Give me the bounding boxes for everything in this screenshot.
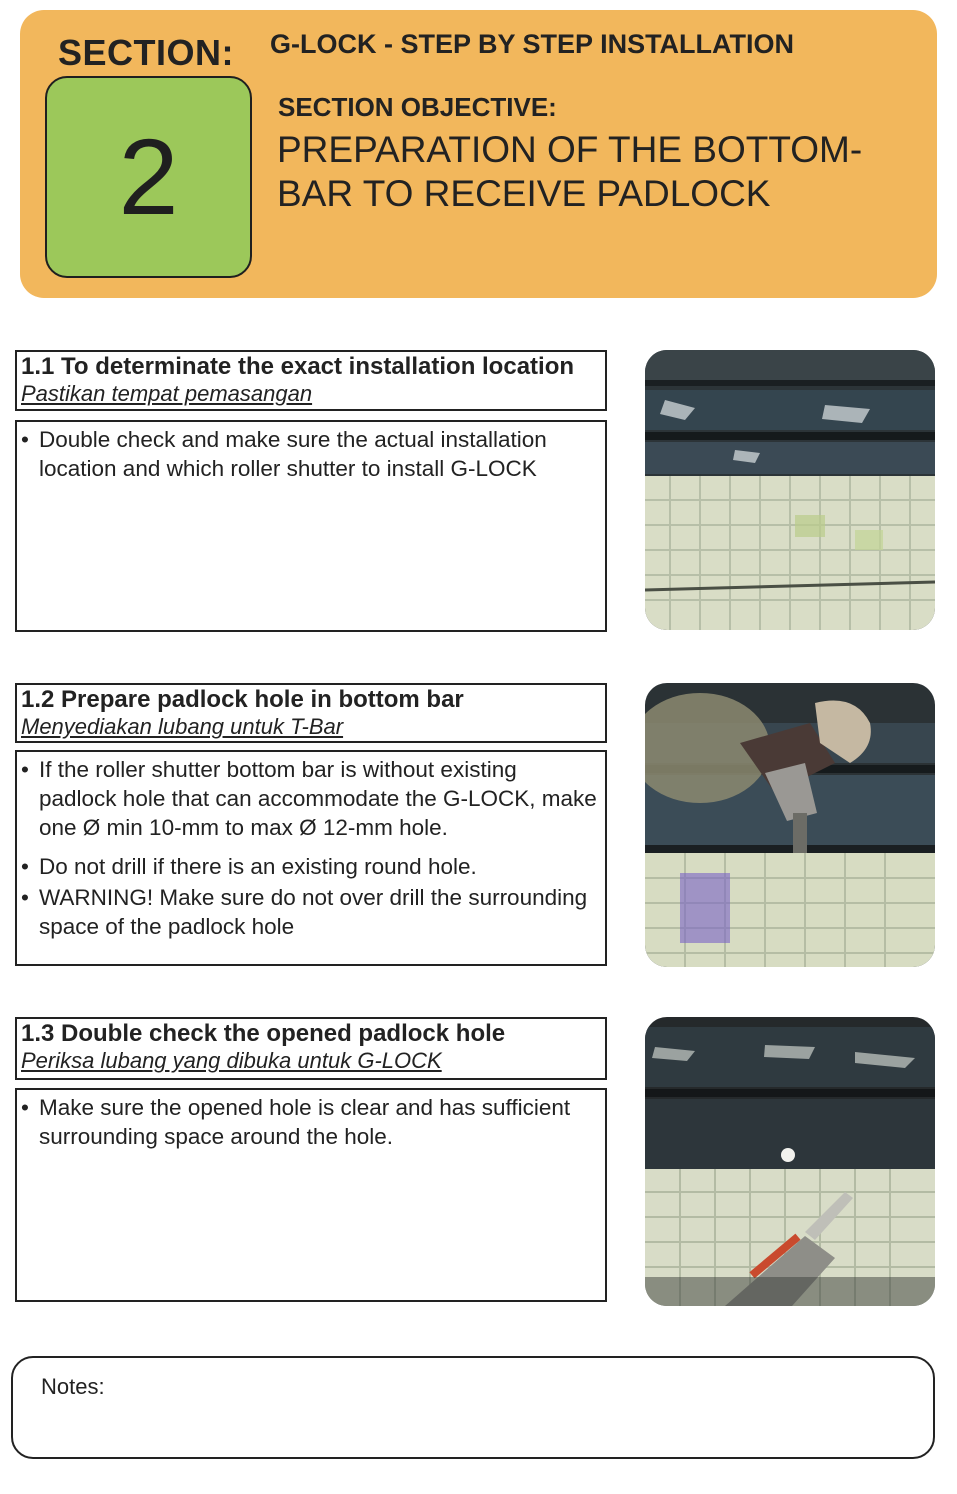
step-title: 1.3 Double check the opened padlock hole xyxy=(21,1020,506,1047)
step-heading xyxy=(15,683,607,743)
bullet-marker: • xyxy=(21,1095,29,1120)
step-subtitle: Pastikan tempat pemasangan xyxy=(21,381,313,406)
step-description xyxy=(15,420,607,632)
section-number: 2 xyxy=(118,116,179,237)
bullet-marker: • xyxy=(21,757,29,782)
step-title: 1.2 Prepare padlock hole in bottom bar xyxy=(21,686,464,713)
bullet-marker: • xyxy=(21,854,29,879)
step-subtitle: Periksa lubang yang dibuka untuk G-LOCK xyxy=(21,1048,442,1073)
photo-opened-hole-icon xyxy=(645,1017,935,1306)
section-label: SECTION: xyxy=(58,32,235,73)
bullet-item xyxy=(21,755,597,842)
bullet-item xyxy=(21,1093,597,1151)
bullet-text: If the roller shutter bottom bar is without existing padlock hole that can accommodate the G-LOCK, make one Ø min 10-mm to max Ø 12-mm hole. xyxy=(39,757,597,840)
bullet-marker: • xyxy=(21,427,29,452)
step-heading xyxy=(15,1017,607,1080)
section-header xyxy=(20,10,937,298)
objective-line: BAR TO RECEIVE PADLOCK xyxy=(277,173,771,214)
notes-box xyxy=(11,1356,935,1459)
bullet-text: Double check and make sure the actual installation location and which roller shutter to install G-LOCK xyxy=(39,427,547,481)
bullet-text: Make sure the opened hole is clear and has sufficient surrounding space around the hole. xyxy=(39,1095,571,1149)
bullet-item xyxy=(21,883,597,941)
bullet-item xyxy=(21,852,597,881)
section-number-box xyxy=(45,76,252,278)
step-photo xyxy=(645,683,935,967)
step-title: 1.1 To determinate the exact installation location xyxy=(21,353,575,380)
step-heading xyxy=(15,350,607,411)
bullet-marker: • xyxy=(21,885,29,910)
photo-drilling-icon xyxy=(645,683,935,967)
step-description xyxy=(15,1088,607,1302)
step-subtitle: Menyediakan lubang untuk T-Bar xyxy=(21,714,344,739)
notes-label: Notes: xyxy=(41,1374,105,1399)
section-title: G-LOCK - STEP BY STEP INSTALLATION xyxy=(270,29,795,59)
step-photo xyxy=(645,1017,935,1306)
step-photo xyxy=(645,350,935,630)
objective-text xyxy=(277,128,917,216)
bullet-text: WARNING! Make sure do not over drill the surrounding space of the padlock hole xyxy=(39,885,588,939)
objective-line: PREPARATION OF THE BOTTOM- xyxy=(277,129,863,170)
objective-label: SECTION OBJECTIVE: xyxy=(278,92,557,122)
bullet-item xyxy=(21,425,597,483)
bullet-text: Do not drill if there is an existing round hole. xyxy=(39,854,477,879)
photo-roller-shutter-icon xyxy=(645,350,935,630)
step-description xyxy=(15,750,607,966)
